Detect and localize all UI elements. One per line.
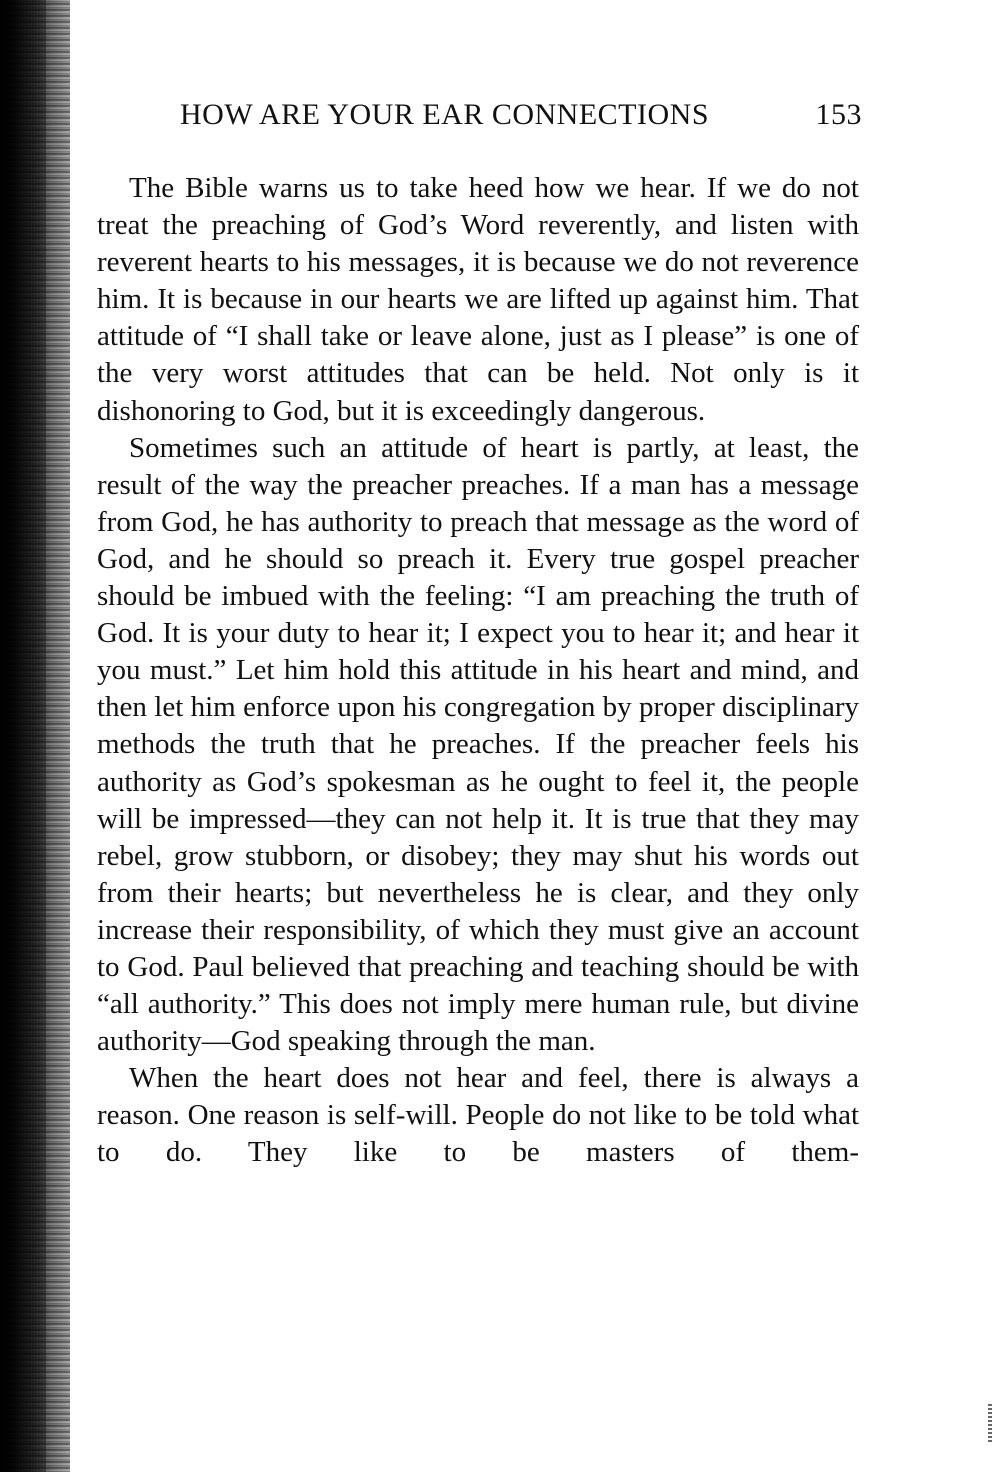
paragraph: Sometimes such an attitude of heart is partly, at least, the result of the way the preacher preaches. If a man has a message from God, he has authority to preach that message as the word of God, and he should so preach it. Every true gospel preacher should be imbued with the feeling: “I am preaching the truth of God. It is your duty to hear it; I expect you to hear it; and hear it you must.” Let him hold this attitude in his heart and mind, and then let him enforce upon his congregation by proper disciplinary methods the truth that he preaches. If the preacher feels his authority as God’s spokesman as he ought to feel it, the people will be impressed—they can not help it. It is true that they may rebel, grow stubborn, or disobey; they may shut his words out from their hearts; but nevertheless he is clear, and they only increase their responsibility, of which they must give an account to God. Paul believed that preaching and teaching should be with “all authority.” This does not imply mere human rule, but divine authority—God speaking through the man. [97,431,859,1058]
paragraph: The Bible warns us to take heed how we hear. If we do not treat the preaching of God’s Word reverently, and listen with reverent hearts to his messages, it is because we do not reverence him. It is because in our hearts we are lifted up against him. That attitude of “I shall take or leave alone, just as I please” is one of the very worst attitudes that can be held. Not only is it dishonoring to God, but it is exceedingly dangerous. [97,172,859,427]
body-text [97,170,859,1172]
page-header [100,98,862,132]
paragraph: When the heart does not hear and feel, there is always a reason. One reason is self-will. People do not like to be told what to do. They like to be masters of them- [97,1062,859,1169]
scan-edge-mark [988,1402,992,1442]
page-number: 153 [815,98,862,131]
running-title: HOW ARE YOUR EAR CONNECTIONS [180,98,710,131]
page-binding-edge [0,0,46,1472]
